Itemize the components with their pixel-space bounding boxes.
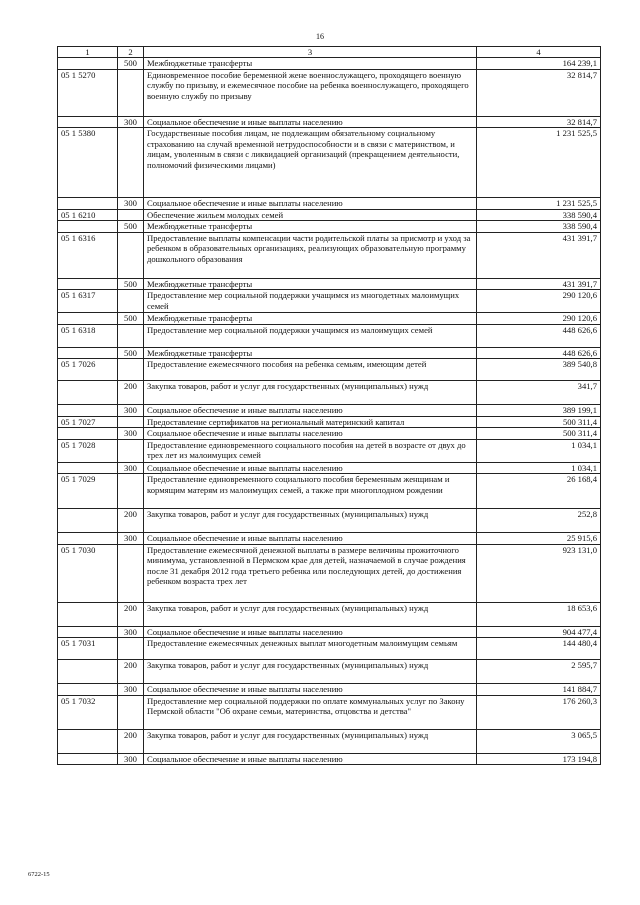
- cell-amount: 3 065,5: [477, 729, 601, 753]
- cell-target-code: [58, 58, 118, 69]
- cell-item-name: Предоставление ежемесячных денежных выплат многодетным малоимущим семьям: [144, 638, 477, 660]
- cell-expense-type: 500: [118, 347, 144, 358]
- cell-expense-type: [118, 290, 144, 313]
- table-row: [58, 278, 601, 289]
- cell-item-name: Предоставление сертификатов на региональный материнский капитал: [144, 416, 477, 427]
- cell-expense-type: [118, 474, 144, 509]
- table-row: [58, 660, 601, 684]
- cell-amount: 904 477,4: [477, 626, 601, 637]
- table-row: [58, 405, 601, 416]
- cell-amount: 500 311,4: [477, 428, 601, 439]
- cell-expense-type: 300: [118, 753, 144, 764]
- cell-item-name: Межбюджетные трансферты: [144, 313, 477, 324]
- cell-expense-type: [118, 544, 144, 602]
- cell-expense-type: 300: [118, 405, 144, 416]
- cell-amount: 389 540,8: [477, 359, 601, 381]
- cell-target-code: [58, 116, 118, 127]
- cell-target-code: [58, 753, 118, 764]
- cell-amount: 18 653,6: [477, 602, 601, 626]
- cell-item-name: Предоставление единовременного социального пособия на детей в возрасте от двух до трех лет из малоимущих семей: [144, 439, 477, 462]
- cell-target-code: 05 1 6316: [58, 232, 118, 278]
- cell-item-name: Социальное обеспечение и иные выплаты населению: [144, 684, 477, 695]
- cell-item-name: Межбюджетные трансферты: [144, 58, 477, 69]
- cell-target-code: 05 1 7029: [58, 474, 118, 509]
- cell-amount: 290 120,6: [477, 290, 601, 313]
- cell-item-name: Межбюджетные трансферты: [144, 278, 477, 289]
- cell-expense-type: 300: [118, 116, 144, 127]
- cell-expense-type: 500: [118, 313, 144, 324]
- table-row: [58, 198, 601, 209]
- cell-amount: 164 239,1: [477, 58, 601, 69]
- cell-expense-type: [118, 324, 144, 347]
- cell-expense-type: [118, 209, 144, 220]
- cell-item-name: Социальное обеспечение и иные выплаты населению: [144, 753, 477, 764]
- table-row: [58, 509, 601, 533]
- cell-expense-type: 300: [118, 684, 144, 695]
- cell-amount: 1 231 525,5: [477, 198, 601, 209]
- cell-target-code: [58, 347, 118, 358]
- budget-table: [57, 46, 601, 765]
- cell-item-name: Закупка товаров, работ и услуг для государственных (муниципальных) нужд: [144, 381, 477, 405]
- cell-expense-type: 500: [118, 221, 144, 232]
- cell-target-code: 05 1 5270: [58, 69, 118, 116]
- cell-expense-type: 300: [118, 198, 144, 209]
- cell-expense-type: 200: [118, 381, 144, 405]
- cell-target-code: [58, 602, 118, 626]
- cell-amount: 1 231 525,5: [477, 128, 601, 198]
- cell-target-code: [58, 533, 118, 544]
- cell-expense-type: 500: [118, 58, 144, 69]
- cell-expense-type: 200: [118, 509, 144, 533]
- cell-target-code: [58, 729, 118, 753]
- cell-expense-type: [118, 638, 144, 660]
- column-header-code: 1: [58, 47, 118, 58]
- cell-item-name: Предоставление мер социальной поддержки учащимся из многодетных малоимущих семей: [144, 290, 477, 313]
- cell-expense-type: 500: [118, 278, 144, 289]
- cell-expense-type: [118, 69, 144, 116]
- cell-amount: 500 311,4: [477, 416, 601, 427]
- table-row: [58, 753, 601, 764]
- cell-target-code: 05 1 6210: [58, 209, 118, 220]
- table-row: [58, 209, 601, 220]
- table-row: [58, 428, 601, 439]
- cell-item-name: Предоставление ежемесячного пособия на ребенка семьям, имеющим детей: [144, 359, 477, 381]
- cell-item-name: Закупка товаров, работ и услуг для государственных (муниципальных) нужд: [144, 602, 477, 626]
- table-row: [58, 347, 601, 358]
- table-row: [58, 232, 601, 278]
- cell-target-code: 05 1 6318: [58, 324, 118, 347]
- cell-expense-type: 300: [118, 626, 144, 637]
- cell-amount: 252,8: [477, 509, 601, 533]
- cell-item-name: Межбюджетные трансферты: [144, 221, 477, 232]
- table-row: [58, 533, 601, 544]
- cell-expense-type: 300: [118, 533, 144, 544]
- table-row: [58, 221, 601, 232]
- cell-item-name: Обеспечение жильем молодых семей: [144, 209, 477, 220]
- cell-target-code: 05 1 7026: [58, 359, 118, 381]
- cell-target-code: [58, 405, 118, 416]
- cell-item-name: Государственные пособия лицам, не подлежащим обязательному социальному страхованию на случай временной нетрудоспособности и в связи с материнством, и лицам, уволенным в связи с ликвидацией организаций (прекращением деятельности, полномочий физическими лицами): [144, 128, 477, 198]
- cell-item-name: Социальное обеспечение и иные выплаты населению: [144, 462, 477, 473]
- cell-item-name: Закупка товаров, работ и услуг для государственных (муниципальных) нужд: [144, 660, 477, 684]
- table-row: [58, 474, 601, 509]
- cell-expense-type: [118, 232, 144, 278]
- cell-expense-type: [118, 695, 144, 729]
- table-row: [58, 602, 601, 626]
- cell-amount: 431 391,7: [477, 232, 601, 278]
- cell-expense-type: 200: [118, 660, 144, 684]
- cell-expense-type: [118, 359, 144, 381]
- cell-target-code: 05 1 7031: [58, 638, 118, 660]
- cell-amount: 341,7: [477, 381, 601, 405]
- cell-amount: 176 260,3: [477, 695, 601, 729]
- column-header-amount: 4: [477, 47, 601, 58]
- column-header-name: 3: [144, 47, 477, 58]
- table-row: [58, 58, 601, 69]
- table-row: [58, 626, 601, 637]
- cell-item-name: Закупка товаров, работ и услуг для государственных (муниципальных) нужд: [144, 509, 477, 533]
- cell-item-name: Социальное обеспечение и иные выплаты населению: [144, 116, 477, 127]
- cell-target-code: [58, 221, 118, 232]
- cell-target-code: 05 1 7027: [58, 416, 118, 427]
- table-row: [58, 381, 601, 405]
- cell-target-code: [58, 313, 118, 324]
- cell-item-name: Предоставление единовременного социального пособия беременным женщинам и кормящим матерям из малоимущих семей, а также при многоплодном рождении: [144, 474, 477, 509]
- cell-amount: 144 480,4: [477, 638, 601, 660]
- cell-expense-type: 300: [118, 462, 144, 473]
- table-row: [58, 462, 601, 473]
- cell-amount: 173 194,8: [477, 753, 601, 764]
- cell-expense-type: [118, 439, 144, 462]
- cell-target-code: [58, 684, 118, 695]
- table-row: [58, 69, 601, 116]
- cell-target-code: 05 1 7032: [58, 695, 118, 729]
- cell-item-name: Единовременное пособие беременной жене военнослужащего, проходящего военную службу по призыву, и ежемесячное пособие на ребенка военнослужащего, проходящего военную службу по призыву: [144, 69, 477, 116]
- cell-target-code: 05 1 7028: [58, 439, 118, 462]
- cell-target-code: [58, 509, 118, 533]
- table-row: [58, 729, 601, 753]
- cell-amount: 338 590,4: [477, 209, 601, 220]
- cell-item-name: Межбюджетные трансферты: [144, 347, 477, 358]
- cell-target-code: [58, 660, 118, 684]
- cell-amount: 141 884,7: [477, 684, 601, 695]
- table-row: [58, 684, 601, 695]
- table-row: [58, 695, 601, 729]
- cell-target-code: [58, 198, 118, 209]
- cell-item-name: Социальное обеспечение и иные выплаты населению: [144, 405, 477, 416]
- cell-amount: 448 626,6: [477, 324, 601, 347]
- table-row: [58, 128, 601, 198]
- cell-item-name: Социальное обеспечение и иные выплаты населению: [144, 198, 477, 209]
- cell-amount: 338 590,4: [477, 221, 601, 232]
- cell-amount: 25 915,6: [477, 533, 601, 544]
- cell-expense-type: 200: [118, 602, 144, 626]
- table-header-row: [58, 47, 601, 58]
- cell-amount: 923 131,0: [477, 544, 601, 602]
- cell-item-name: Предоставление мер социальной поддержки по оплате коммунальных услуг по Закону Пермской области "Об охране семьи, материнства, отцовства и детства": [144, 695, 477, 729]
- table-row: [58, 290, 601, 313]
- table-row: [58, 544, 601, 602]
- page-number: 16: [316, 32, 324, 41]
- cell-item-name: Социальное обеспечение и иные выплаты населению: [144, 428, 477, 439]
- cell-amount: 389 199,1: [477, 405, 601, 416]
- cell-expense-type: [118, 416, 144, 427]
- cell-item-name: Предоставление ежемесячной денежной выплаты в размере величины прожиточного минимума, установленной в Пермском крае для детей, назначаемой в случае рождения после 31 декабря 2012 года третьего ребенка или последующих детей, до достижения ребенком возраста трех лет: [144, 544, 477, 602]
- cell-item-name: Социальное обеспечение и иные выплаты населению: [144, 626, 477, 637]
- cell-amount: 290 120,6: [477, 313, 601, 324]
- cell-item-name: Предоставление мер социальной поддержки учащимся из малоимущих семей: [144, 324, 477, 347]
- cell-target-code: [58, 462, 118, 473]
- table-row: [58, 416, 601, 427]
- cell-amount: 1 034,1: [477, 439, 601, 462]
- table-row: [58, 324, 601, 347]
- cell-target-code: [58, 381, 118, 405]
- cell-target-code: 05 1 6317: [58, 290, 118, 313]
- cell-target-code: [58, 626, 118, 637]
- column-header-expense-type: 2: [118, 47, 144, 58]
- cell-item-name: Предоставление выплаты компенсации части родительской платы за присмотр и уход за ребенком в образовательных организациях, реализующих образовательную программу дошкольного образования: [144, 232, 477, 278]
- cell-target-code: [58, 278, 118, 289]
- footer-code: 6722-15: [28, 871, 50, 878]
- table-body: [58, 58, 601, 765]
- cell-item-name: Закупка товаров, работ и услуг для государственных (муниципальных) нужд: [144, 729, 477, 753]
- cell-expense-type: [118, 128, 144, 198]
- table-row: [58, 116, 601, 127]
- cell-amount: 32 814,7: [477, 69, 601, 116]
- table-row: [58, 439, 601, 462]
- cell-target-code: 05 1 7030: [58, 544, 118, 602]
- cell-amount: 2 595,7: [477, 660, 601, 684]
- cell-amount: 32 814,7: [477, 116, 601, 127]
- cell-amount: 431 391,7: [477, 278, 601, 289]
- cell-item-name: Социальное обеспечение и иные выплаты населению: [144, 533, 477, 544]
- cell-amount: 448 626,6: [477, 347, 601, 358]
- cell-target-code: 05 1 5380: [58, 128, 118, 198]
- cell-amount: 26 168,4: [477, 474, 601, 509]
- cell-target-code: [58, 428, 118, 439]
- table-row: [58, 359, 601, 381]
- table-row: [58, 313, 601, 324]
- cell-expense-type: 200: [118, 729, 144, 753]
- table-row: [58, 638, 601, 660]
- cell-expense-type: 300: [118, 428, 144, 439]
- cell-amount: 1 034,1: [477, 462, 601, 473]
